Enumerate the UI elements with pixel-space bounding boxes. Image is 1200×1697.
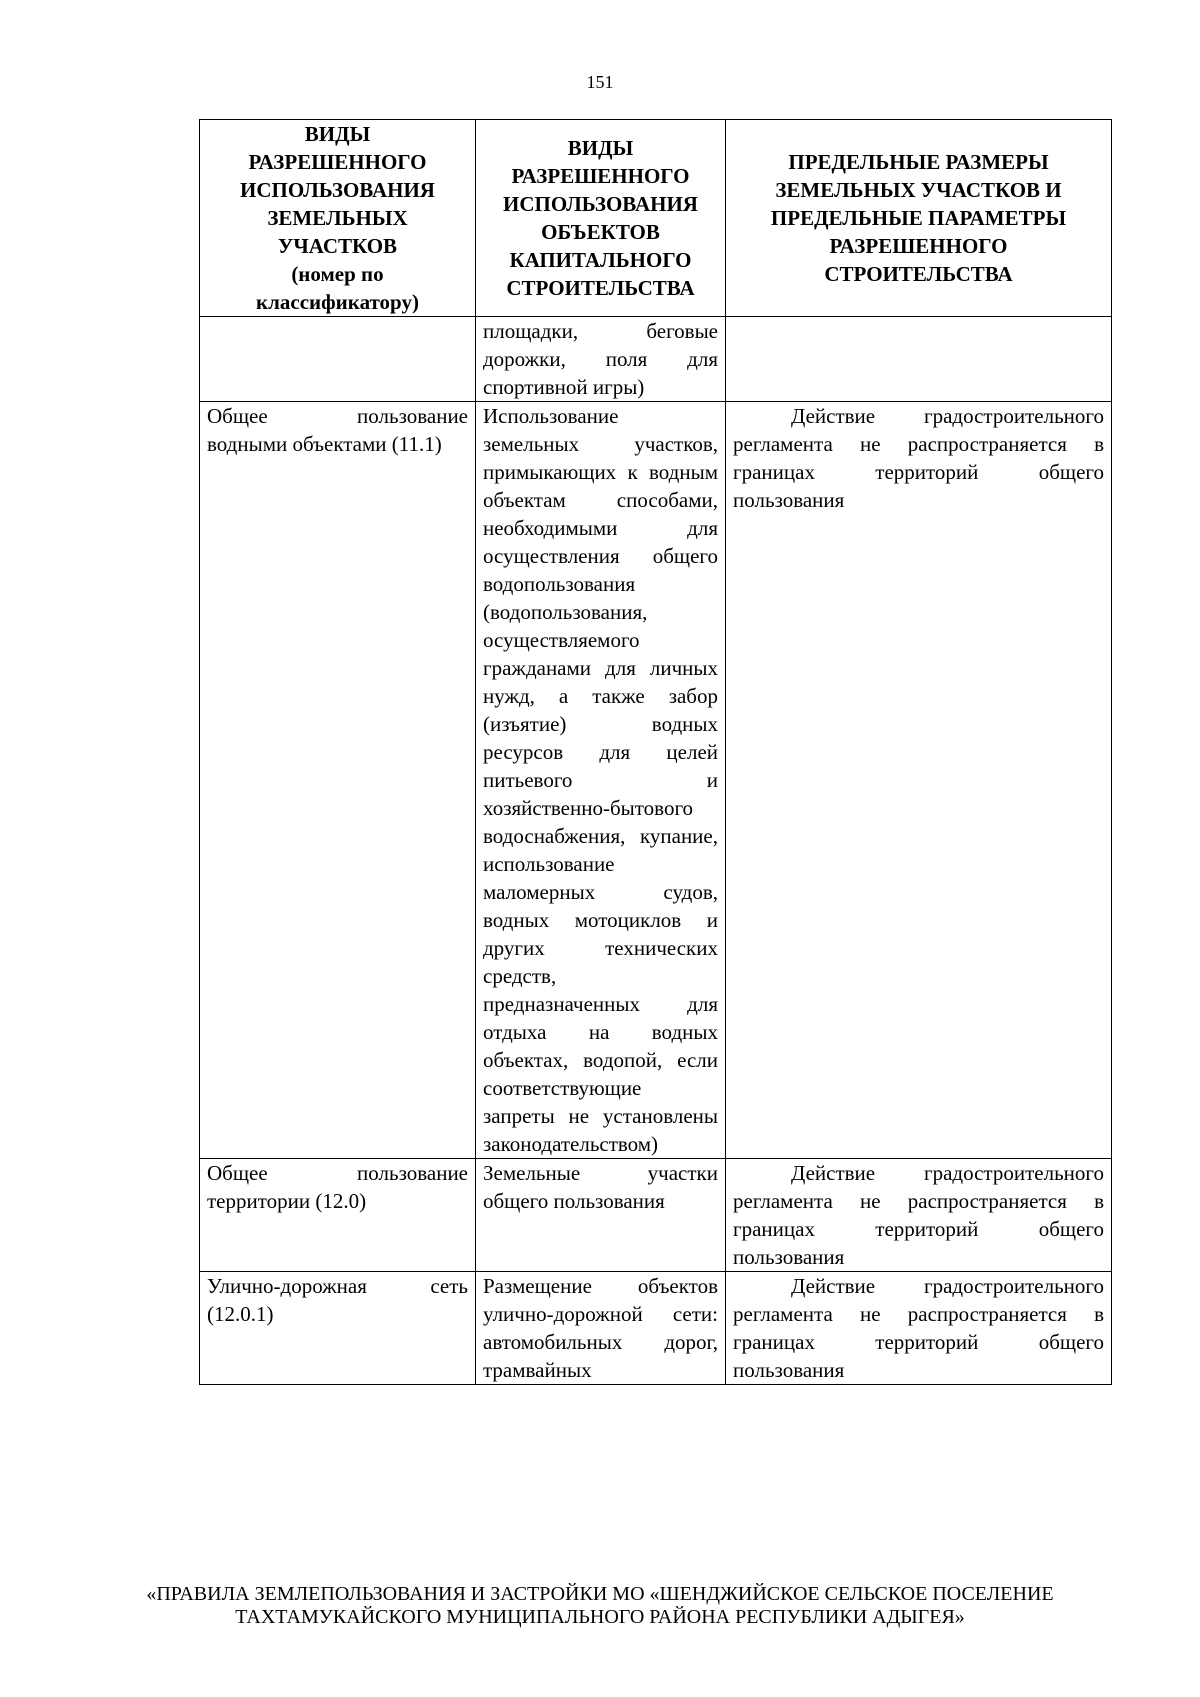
table-header-row	[200, 120, 1112, 317]
table-cell-parameters: Действие градостроительного регламента не распространяется в границах территорий общего пользования	[726, 402, 1112, 1159]
table-row	[200, 1272, 1112, 1385]
table-row	[200, 317, 1112, 402]
header-construction-use-types	[476, 120, 726, 317]
header-limit-parameters	[726, 120, 1112, 317]
table-cell-land-use: Улично-дорожная сеть (12.0.1)	[200, 1272, 476, 1385]
header-col1-subtitle: (номер по классификатору)	[256, 262, 419, 314]
table-cell-parameters: Действие градостроительного регламента не распространяется в границах территорий общего пользования	[726, 1272, 1112, 1385]
header-col3-title: ПРЕДЕЛЬНЫЕ РАЗМЕРЫ ЗЕМЕЛЬНЫХ УЧАСТКОВ И ПРЕДЕЛЬНЫЕ ПАРАМЕТРЫ РАЗРЕШЕННОГО СТРОИТЕЛЬСТВА	[770, 150, 1067, 286]
table-cell-land-use	[200, 317, 476, 402]
table-cell-land-use: Общее пользование территории (12.0)	[200, 1159, 476, 1272]
table-cell-parameters	[726, 317, 1112, 402]
footer-line-1: «ПРАВИЛА ЗЕМЛЕПОЛЬЗОВАНИЯ И ЗАСТРОЙКИ МО «ШЕНДЖИЙСКОЕ СЕЛЬСКОЕ ПОСЕЛЕНИЕ	[146, 1583, 1054, 1605]
table-cell-construction-use: Использование земельных участков, примыкающих к водным объектам способами, необходимыми для осуществления общего водопользования (водопользования, осуществляемого гражданами для личных нужд, а также забор (изъятие) водных ресурсов для целей питьевого и хозяйственно-бытового водоснабжения, купание, использование маломерных судов, водных мотоциклов и других технических средств, предназначенных для отдыха на водных объектах, водопой, если соответствующие запреты не установлены законодательством)	[476, 402, 726, 1159]
table-cell-construction-use: Размещение объектов улично-дорожной сети: автомобильных дорог, трамвайных	[476, 1272, 726, 1385]
page-number: 151	[586, 72, 614, 92]
table-cell-land-use: Общее пользование водными объектами (11.1)	[200, 402, 476, 1159]
header-land-use-types	[200, 120, 476, 317]
table-cell-parameters: Действие градостроительного регламента не распространяется в границах территорий общего пользования	[726, 1159, 1112, 1272]
table-cell-construction-use: Земельные участки общего пользования	[476, 1159, 726, 1272]
table-row	[200, 1159, 1112, 1272]
table-cell-construction-use: площадки, беговые дорожки, поля для спортивной игры)	[476, 317, 726, 402]
document-footer	[0, 1583, 1200, 1629]
regulations-table	[199, 119, 1112, 1385]
table-row	[200, 402, 1112, 1159]
header-col2-title: ВИДЫ РАЗРЕШЕННОГО ИСПОЛЬЗОВАНИЯ ОБЪЕКТОВ КАПИТАЛЬНОГО СТРОИТЕЛЬСТВА	[503, 136, 698, 300]
header-col1-title: ВИДЫ РАЗРЕШЕННОГО ИСПОЛЬЗОВАНИЯ ЗЕМЕЛЬНЫХ УЧАСТКОВ	[240, 122, 435, 258]
footer-line-2: ТАХТАМУКАЙСКОГО МУНИЦИПАЛЬНОГО РАЙОНА РЕСПУБЛИКИ АДЫГЕЯ»	[235, 1606, 965, 1628]
